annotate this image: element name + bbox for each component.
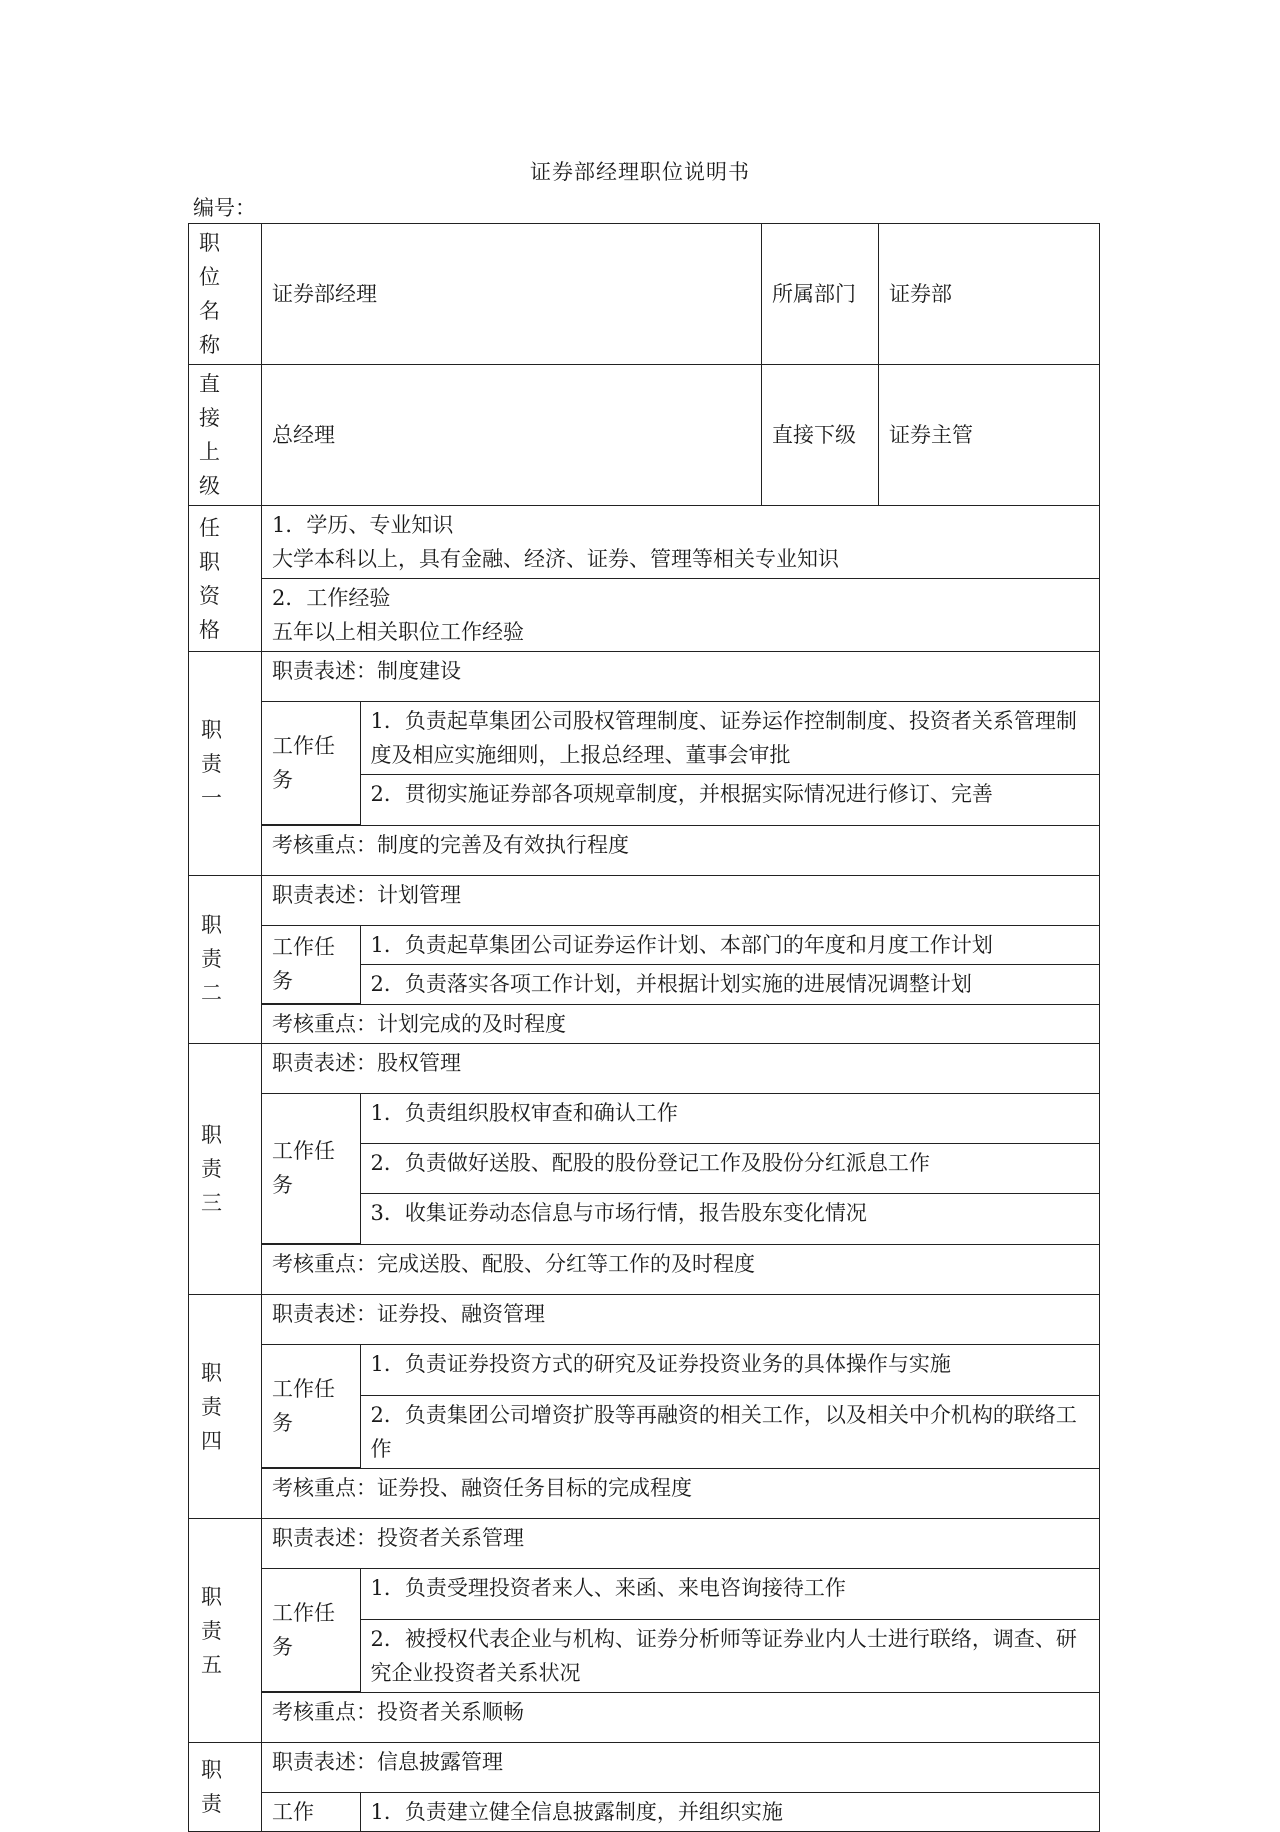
duty-tasks-table [262,926,1099,1004]
duty-assessment: 考核重点：制度的完善及有效执行程度 [262,826,1100,876]
duty-tasks-table [262,1793,1099,1831]
subordinate-value: 证券主管 [879,365,1100,506]
duty-tasks-table [262,1345,1099,1468]
duty-6-tasks-row [189,1793,1100,1832]
task-item: 1．负责建立健全信息披露制度，并组织实施 [360,1793,1099,1831]
duty-1-assessment-row [189,826,1100,876]
duty-5-tasks-row [189,1569,1100,1693]
task-item: 1．负责起草集团公司证券运作计划、本部门的年度和月度工作计划 [360,926,1099,965]
tasks-label: 工作任务 [262,1345,360,1468]
qualification-text: 五年以上相关职位工作经验 [272,620,524,644]
tasks-label: 工作任务 [262,702,360,825]
duty-5-assessment-row [189,1693,1100,1743]
task-item: 2．贯彻实施证券部各项规章制度，并根据实际情况进行修订、完善 [360,775,1099,825]
task-item: 2．被授权代表企业与机构、证券分析师等证券业内人士进行联络，调查、研究企业投资者关系状况 [360,1619,1099,1692]
duty-description: 职责表述：计划管理 [262,876,1100,926]
task-item: 1．负责起草集团公司股权管理制度、证券运作控制制度、投资者关系管理制度及相应实施细则，上报总经理、董事会审批 [360,702,1099,775]
duty-2-description-row [189,876,1100,926]
duty-3-tasks-row [189,1093,1100,1245]
task-item: 2．负责做好送股、配股的股份登记工作及股份分红派息工作 [360,1144,1099,1194]
department-value: 证券部 [879,224,1100,365]
duty-6-description-row [189,1743,1100,1793]
duty-1-description-row [189,652,1100,702]
department-label: 所属部门 [762,224,879,365]
duty-3-label: 职 责 三 [189,1043,262,1295]
duty-assessment: 考核重点：计划完成的及时程度 [262,1004,1100,1043]
duty-assessment: 考核重点：完成送股、配股、分红等工作的及时程度 [262,1245,1100,1295]
document-number-label: 编号： [193,196,256,220]
duty-description: 职责表述：证券投、融资管理 [262,1295,1100,1345]
tasks-label: 工作任务 [262,1094,360,1244]
qualification-label: 任职资格 [189,506,262,652]
task-item: 1．负责证券投资方式的研究及证券投资业务的具体操作与实施 [360,1345,1099,1395]
task-item: 1．负责组织股权审查和确认工作 [360,1094,1099,1144]
tasks-label: 工作任务 [262,926,360,1003]
duty-2-tasks-row [189,926,1100,1005]
qualification-heading: 1．学历、专业知识 [272,513,454,537]
duty-3-assessment-row [189,1245,1100,1295]
duty-2-label: 职 责 二 [189,876,262,1044]
superior-label: 直接上级 [189,365,262,506]
duty-1-label: 职 责 一 [189,652,262,876]
duty-3-description-row [189,1043,1100,1093]
tasks-label: 工作 [262,1793,360,1831]
position-name-value: 证券部经理 [262,224,762,365]
duty-5-label: 职 责 五 [189,1519,262,1743]
duty-tasks-table [262,702,1099,825]
duty-tasks-table [262,1569,1099,1692]
job-description-table [188,223,1100,1832]
qualification-item [262,506,1100,579]
duty-4-assessment-row [189,1469,1100,1519]
duty-4-label: 职 责 四 [189,1295,262,1519]
superior-value: 总经理 [262,365,762,506]
duty-description: 职责表述：制度建设 [262,652,1100,702]
position-row [189,224,1100,365]
duty-2-assessment-row [189,1004,1100,1043]
tasks-label: 工作任务 [262,1569,360,1692]
duty-description: 职责表述：投资者关系管理 [262,1519,1100,1569]
task-item: 3．收集证券动态信息与市场行情，报告股东变化情况 [360,1194,1099,1244]
subordinate-label: 直接下级 [762,365,879,506]
position-name-label: 职位名称 [189,224,262,365]
duty-assessment: 考核重点：投资者关系顺畅 [262,1693,1100,1743]
duty-tasks-table [262,1094,1099,1245]
qualification-row-2 [189,579,1100,652]
qualification-heading: 2．工作经验 [272,586,391,610]
reporting-row [189,365,1100,506]
duty-assessment: 考核重点：证券投、融资任务目标的完成程度 [262,1469,1100,1519]
duty-4-description-row [189,1295,1100,1345]
document-title: 证券部经理职位说明书 [530,160,750,184]
duty-6-label: 职 责 [189,1743,262,1832]
qualification-text: 大学本科以上，具有金融、经济、证券、管理等相关专业知识 [272,547,839,571]
duty-5-description-row [189,1519,1100,1569]
task-item: 2．负责集团公司增资扩股等再融资的相关工作，以及相关中介机构的联络工作 [360,1395,1099,1468]
duty-description: 职责表述：股权管理 [262,1043,1100,1093]
qualification-item [262,579,1100,652]
qualification-row-1 [189,506,1100,579]
duty-1-tasks-row [189,702,1100,826]
task-item: 1．负责受理投资者来人、来函、来电咨询接待工作 [360,1569,1099,1619]
duty-description: 职责表述：信息披露管理 [262,1743,1100,1793]
duty-4-tasks-row [189,1345,1100,1469]
task-item: 2．负责落实各项工作计划，并根据计划实施的进展情况调整计划 [360,965,1099,1004]
